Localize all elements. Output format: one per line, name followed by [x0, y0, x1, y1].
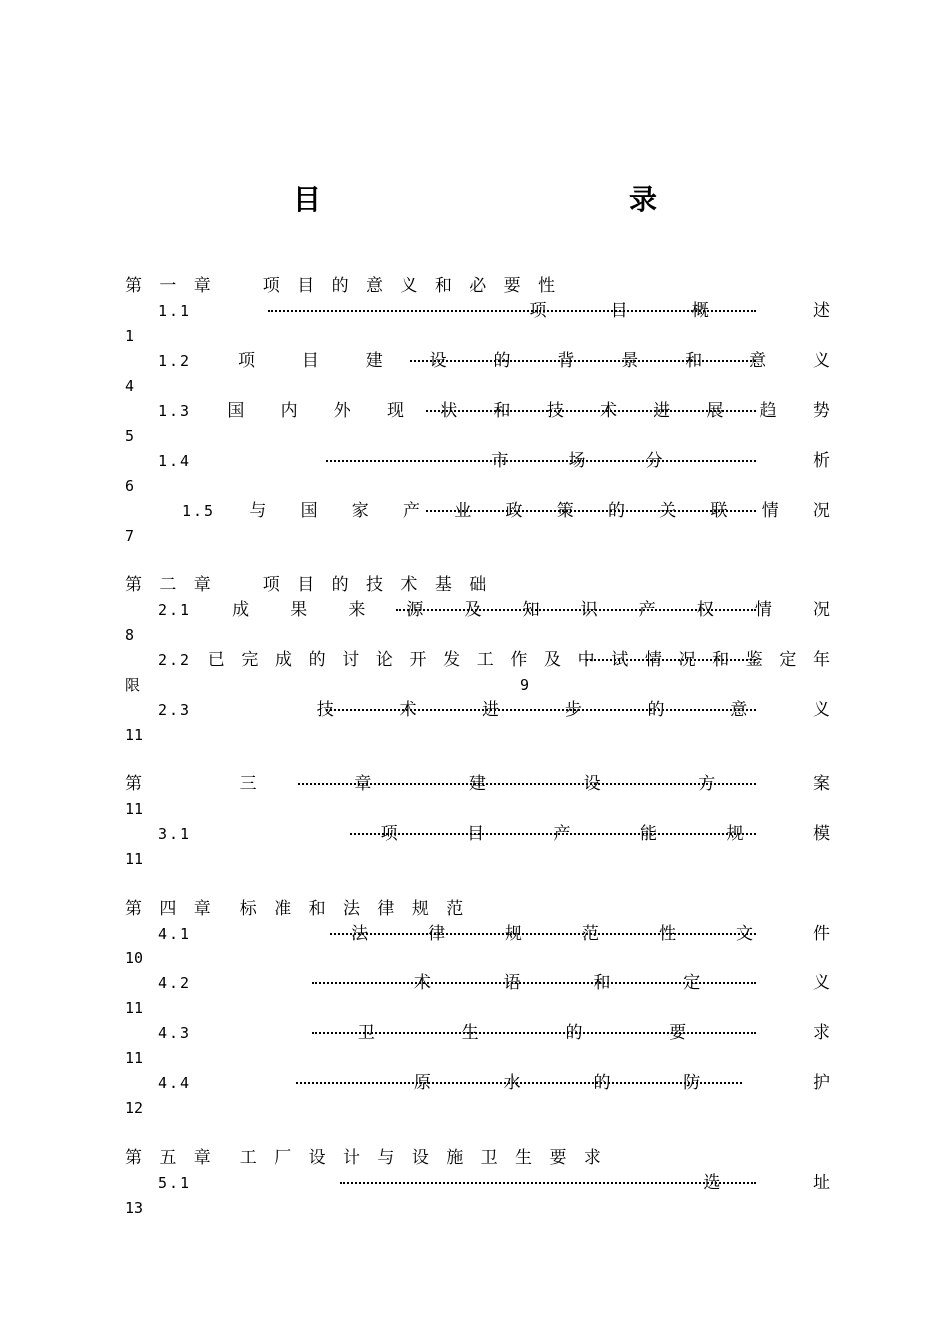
- dot-leader: [396, 609, 756, 611]
- entry-char: 技: [546, 401, 564, 421]
- entry-char: 况: [812, 501, 830, 521]
- entry-char: 述: [812, 301, 830, 321]
- entry-char: 年: [812, 650, 830, 670]
- entry-char: 步: [564, 700, 582, 720]
- page-number: 10: [125, 949, 144, 967]
- entry-number: 1.2: [158, 352, 192, 370]
- entry-char: 件: [812, 924, 830, 944]
- entry-char: 况: [812, 600, 830, 620]
- entry-char: 的: [593, 1073, 611, 1093]
- entry-char: 展: [706, 401, 724, 421]
- entry-number: 4.4: [158, 1074, 192, 1092]
- entry-char: 的: [308, 650, 326, 670]
- entry-char: 建: [365, 351, 383, 371]
- entry-char: 权: [696, 600, 714, 620]
- page-number: 11: [125, 1049, 144, 1067]
- entry-char: 规: [726, 824, 744, 844]
- entry-number: 4.3: [158, 1024, 192, 1042]
- entry-char: 进: [653, 401, 671, 421]
- entry-char: 知: [522, 600, 540, 620]
- entry-number: 2.1: [158, 601, 192, 619]
- entry-char: 产: [403, 501, 421, 521]
- continuation-text: 限: [125, 676, 141, 694]
- entry-char: 产: [553, 824, 571, 844]
- dot-leader: [296, 1082, 742, 1084]
- entry-char: 术: [399, 700, 417, 720]
- chapter-heading: 第 二 章 项 目 的 技 术 基 础: [125, 575, 493, 595]
- dot-leader: [426, 510, 756, 512]
- page-number: 13: [125, 1199, 144, 1217]
- entry-char: 析: [812, 451, 830, 471]
- heading-char: 案: [812, 774, 830, 794]
- entry-char: 作: [510, 650, 528, 670]
- entry-char: 术: [413, 973, 431, 993]
- entry-char: 联: [710, 501, 728, 521]
- entry-char: 和: [493, 401, 511, 421]
- page-number: 8: [125, 626, 135, 644]
- entry-char: 内: [280, 401, 298, 421]
- dot-leader: [426, 410, 756, 412]
- entry-char: 国: [300, 501, 318, 521]
- entry-char: 意: [749, 351, 767, 371]
- entry-char: 的: [647, 700, 665, 720]
- entry-char: 原: [413, 1073, 431, 1093]
- entry-char: 策: [556, 501, 574, 521]
- heading-char: 方: [698, 774, 716, 794]
- entry-char: 义: [812, 700, 830, 720]
- entry-char: 的: [565, 1023, 583, 1043]
- entry-char: 目: [610, 301, 628, 321]
- entry-char: 址: [813, 1173, 830, 1193]
- entry-char: 模: [813, 824, 830, 844]
- entry-char: 求: [813, 1023, 830, 1043]
- dot-leader: [340, 1182, 756, 1184]
- chapter-heading: 第 四 章 标 准 和 法 律 规 范: [125, 899, 470, 919]
- page-number: 11: [125, 999, 144, 1017]
- entry-char: 成: [232, 600, 250, 620]
- entry-char: 规: [505, 924, 523, 944]
- entry-char: 要: [669, 1023, 687, 1043]
- entry-char: 性: [659, 924, 677, 944]
- entry-char: 现: [387, 401, 405, 421]
- entry-char: 义: [813, 973, 830, 993]
- entry-char: 景: [621, 351, 639, 371]
- entry-char: 势: [812, 401, 830, 421]
- entry-char: 及: [543, 650, 561, 670]
- entry-char: 外: [333, 401, 351, 421]
- entry-char: 能: [640, 824, 658, 844]
- page-number: 7: [125, 527, 135, 545]
- entry-char: 意: [730, 700, 748, 720]
- entry-char: 产: [638, 600, 656, 620]
- entry-char: 果: [290, 600, 308, 620]
- entry-char: 文: [736, 924, 753, 944]
- entry-char: 目: [301, 351, 319, 371]
- entry-char: 防: [683, 1073, 701, 1093]
- entry-char: 试: [611, 650, 629, 670]
- entry-char: 中: [577, 650, 595, 670]
- dot-leader: [350, 833, 756, 835]
- page-number: 9: [520, 676, 530, 694]
- entry-char: 卫: [357, 1023, 375, 1043]
- entry-char: 概: [691, 301, 709, 321]
- page-title: 目 录: [292, 183, 741, 216]
- entry-char: 关: [659, 501, 677, 521]
- dot-leader: [298, 783, 756, 785]
- page-number: 11: [125, 850, 144, 868]
- entry-char: 情: [644, 650, 662, 670]
- entry-char: 情: [754, 600, 772, 620]
- entry-char: 与: [249, 501, 267, 521]
- heading-char: 建: [468, 774, 486, 794]
- entry-char: 趋: [759, 401, 777, 421]
- entry-number: 1.1: [158, 302, 192, 320]
- entry-char: 义: [813, 351, 830, 371]
- entry-char: 和: [712, 650, 730, 670]
- entry-char: 发: [443, 650, 461, 670]
- page-number: 5: [125, 427, 135, 445]
- entry-char: 识: [580, 600, 598, 620]
- chapter-heading: 第 一 章 项 目 的 意 义 和 必 要 性: [125, 276, 562, 296]
- entry-char: 场: [568, 451, 586, 471]
- entry-char: 业: [454, 501, 472, 521]
- entry-char: 水: [503, 1073, 521, 1093]
- entry-number: 1.3: [158, 402, 192, 420]
- dot-leader: [330, 933, 756, 935]
- dot-leader: [410, 360, 756, 362]
- entry-number: 4.2: [158, 974, 192, 992]
- entry-number: 2.2: [158, 651, 192, 669]
- entry-char: 讨: [342, 650, 360, 670]
- chapter-heading: 第 五 章 工 厂 设 计 与 设 施 卫 生 要 求: [125, 1148, 607, 1168]
- entry-char: 鉴: [745, 650, 763, 670]
- entry-number: 2.3: [158, 701, 192, 719]
- entry-char: 目: [467, 824, 485, 844]
- page-number: 11: [125, 800, 144, 818]
- entry-char: 状: [440, 401, 458, 421]
- entry-char: 的: [607, 501, 625, 521]
- entry-char: 开: [409, 650, 427, 670]
- entry-char: 和: [685, 351, 703, 371]
- entry-number: 1.5: [182, 502, 216, 520]
- entry-char: 完: [241, 650, 259, 670]
- entry-char: 市: [491, 451, 509, 471]
- dot-leader: [268, 310, 756, 312]
- entry-char: 选: [703, 1173, 721, 1193]
- entry-char: 生: [461, 1023, 479, 1043]
- entry-char: 及: [464, 600, 482, 620]
- entry-char: 已: [207, 650, 225, 670]
- page-number: 1: [125, 327, 135, 345]
- entry-char: 定: [779, 650, 797, 670]
- page-number: 6: [125, 477, 135, 495]
- entry-char: 的: [493, 351, 511, 371]
- entry-char: 范: [582, 924, 600, 944]
- entry-char: 成: [274, 650, 292, 670]
- entry-char: 护: [813, 1073, 830, 1093]
- dot-leader: [326, 709, 756, 711]
- entry-char: 术: [599, 401, 617, 421]
- entry-char: 法: [351, 924, 369, 944]
- entry-char: 定: [683, 973, 701, 993]
- heading-char: 设: [583, 774, 601, 794]
- entry-char: 背: [557, 351, 575, 371]
- entry-char: 工: [476, 650, 494, 670]
- heading-char: 第: [125, 774, 142, 794]
- entry-char: 和: [593, 973, 611, 993]
- page-number: 12: [125, 1099, 144, 1117]
- entry-char: 分: [645, 451, 663, 471]
- entry-char: 情: [761, 501, 779, 521]
- entry-char: 项: [529, 301, 547, 321]
- entry-number: 1.4: [158, 452, 192, 470]
- dot-leader: [326, 460, 756, 462]
- heading-char: 三: [239, 774, 257, 794]
- entry-char: 语: [503, 973, 521, 993]
- entry-number: 4.1: [158, 925, 192, 943]
- page-number: 11: [125, 726, 144, 744]
- entry-char: 项: [380, 824, 398, 844]
- entry-char: 政: [505, 501, 523, 521]
- entry-char: 家: [351, 501, 369, 521]
- entry-number: 5.1: [158, 1174, 192, 1192]
- entry-char: 技: [316, 700, 334, 720]
- entry-char: 况: [678, 650, 696, 670]
- entry-char: 律: [428, 924, 446, 944]
- heading-char: 章: [354, 774, 372, 794]
- entry-char: 设: [429, 351, 447, 371]
- entry-char: 来: [348, 600, 366, 620]
- entry-char: 源: [406, 600, 424, 620]
- dot-leader: [586, 659, 756, 661]
- page-number: 4: [125, 377, 135, 395]
- entry-char: 项: [237, 351, 255, 371]
- dot-leader: [312, 982, 756, 984]
- entry-char: 国: [227, 401, 245, 421]
- dot-leader: [312, 1032, 756, 1034]
- entry-char: 论: [375, 650, 393, 670]
- entry-char: 进: [482, 700, 500, 720]
- entry-number: 3.1: [158, 825, 192, 843]
